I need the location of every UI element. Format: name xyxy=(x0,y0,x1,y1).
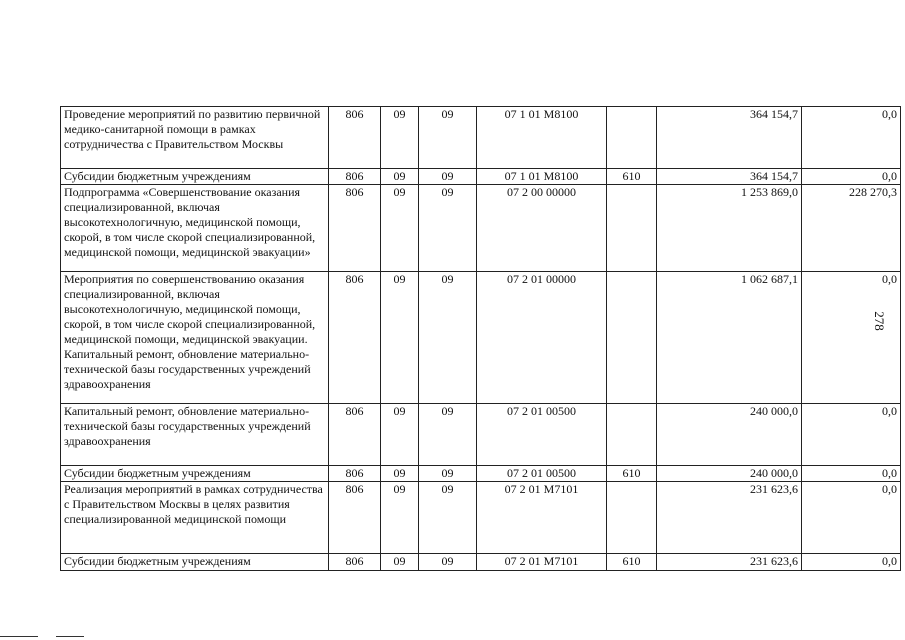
amount-second-cell: 228 270,3 xyxy=(802,185,901,272)
amount-cell: 1 253 869,0 xyxy=(657,185,802,272)
row-name-cell: Подпрограмма «Совершенствование оказания специализированной, включая высокотехнологичную, медицинской помощи, скорой, в том числе скорой специализированной, медицинской помощи, медицинской эвакуации» xyxy=(61,185,329,272)
amount-cell: 231 623,6 xyxy=(657,554,802,571)
expense-type-cell: 610 xyxy=(607,466,657,482)
amount-second-cell: 0,0 xyxy=(802,482,901,554)
table-row xyxy=(61,404,901,466)
amount-cell: 1 062 687,1 xyxy=(657,272,802,404)
grbs-cell: 806 xyxy=(329,272,381,404)
section-cell: 09 xyxy=(381,107,419,169)
row-name-cell: Субсидии бюджетным учреждениям xyxy=(61,169,329,185)
section-cell: 09 xyxy=(381,185,419,272)
budget-table xyxy=(60,106,901,571)
amount-second-cell: 0,0 xyxy=(802,107,901,169)
table-row xyxy=(61,466,901,482)
target-article-cell: 07 2 01 00500 xyxy=(477,466,607,482)
subsection-cell: 09 xyxy=(419,272,477,404)
amount-second-cell: 0,0 xyxy=(802,554,901,571)
row-name-cell: Капитальный ремонт, обновление материально-технической базы государственных учреждений здравоохранения xyxy=(61,404,329,466)
table-row xyxy=(61,554,901,571)
target-article-cell: 07 2 01 00000 xyxy=(477,272,607,404)
row-name-cell: Субсидии бюджетным учреждениям xyxy=(61,554,329,571)
section-cell: 09 xyxy=(381,169,419,185)
amount-second-cell: 0,0 xyxy=(802,466,901,482)
expense-type-cell: 610 xyxy=(607,169,657,185)
target-article-cell: 07 2 00 00000 xyxy=(477,185,607,272)
table-row xyxy=(61,272,901,404)
table-body xyxy=(61,107,901,571)
expense-type-cell xyxy=(607,404,657,466)
target-article-cell: 07 2 01 00500 xyxy=(477,404,607,466)
amount-second-cell: 0,0 xyxy=(802,272,901,404)
section-cell: 09 xyxy=(381,554,419,571)
amount-cell: 364 154,7 xyxy=(657,107,802,169)
grbs-cell: 806 xyxy=(329,169,381,185)
table-row xyxy=(61,185,901,272)
row-name-cell: Проведение мероприятий по развитию первичной медико-санитарной помощи в рамках сотрудничества с Правительством Москвы xyxy=(61,107,329,169)
expense-type-cell xyxy=(607,272,657,404)
expense-type-cell xyxy=(607,185,657,272)
expense-type-cell: 610 xyxy=(607,554,657,571)
grbs-cell: 806 xyxy=(329,554,381,571)
scan-margin-mark xyxy=(0,636,38,637)
grbs-cell: 806 xyxy=(329,404,381,466)
section-cell: 09 xyxy=(381,404,419,466)
target-article-cell: 07 1 01 M8100 xyxy=(477,169,607,185)
grbs-cell: 806 xyxy=(329,482,381,554)
amount-cell: 231 623,6 xyxy=(657,482,802,554)
subsection-cell: 09 xyxy=(419,107,477,169)
grbs-cell: 806 xyxy=(329,107,381,169)
section-cell: 09 xyxy=(381,482,419,554)
subsection-cell: 09 xyxy=(419,554,477,571)
amount-cell: 364 154,7 xyxy=(657,169,802,185)
subsection-cell: 09 xyxy=(419,482,477,554)
target-article-cell: 07 2 01 M7101 xyxy=(477,554,607,571)
table-row xyxy=(61,482,901,554)
expense-type-cell xyxy=(607,107,657,169)
subsection-cell: 09 xyxy=(419,185,477,272)
page-number: 278 xyxy=(872,311,887,331)
target-article-cell: 07 1 01 M8100 xyxy=(477,107,607,169)
amount-second-cell: 0,0 xyxy=(802,404,901,466)
subsection-cell: 09 xyxy=(419,466,477,482)
subsection-cell: 09 xyxy=(419,169,477,185)
table-row xyxy=(61,107,901,169)
row-name-cell: Реализация мероприятий в рамках сотрудничества с Правительством Москвы в целях развития специализированной медицинской помощи xyxy=(61,482,329,554)
table-row xyxy=(61,169,901,185)
row-name-cell: Субсидии бюджетным учреждениям xyxy=(61,466,329,482)
amount-cell: 240 000,0 xyxy=(657,404,802,466)
section-cell: 09 xyxy=(381,272,419,404)
grbs-cell: 806 xyxy=(329,185,381,272)
expense-type-cell xyxy=(607,482,657,554)
scan-margin-mark xyxy=(56,636,84,637)
amount-cell: 240 000,0 xyxy=(657,466,802,482)
grbs-cell: 806 xyxy=(329,466,381,482)
target-article-cell: 07 2 01 M7101 xyxy=(477,482,607,554)
row-name-cell: Мероприятия по совершенствованию оказания специализированной, включая высокотехнологичную, медицинской помощи, скорой, в том числе скорой специализированной, медицинской помощи, медицинской эвакуации. Капитальный ремонт, обновление материально-технической базы государственных учреждений здравоохранения xyxy=(61,272,329,404)
amount-second-cell: 0,0 xyxy=(802,169,901,185)
subsection-cell: 09 xyxy=(419,404,477,466)
section-cell: 09 xyxy=(381,466,419,482)
